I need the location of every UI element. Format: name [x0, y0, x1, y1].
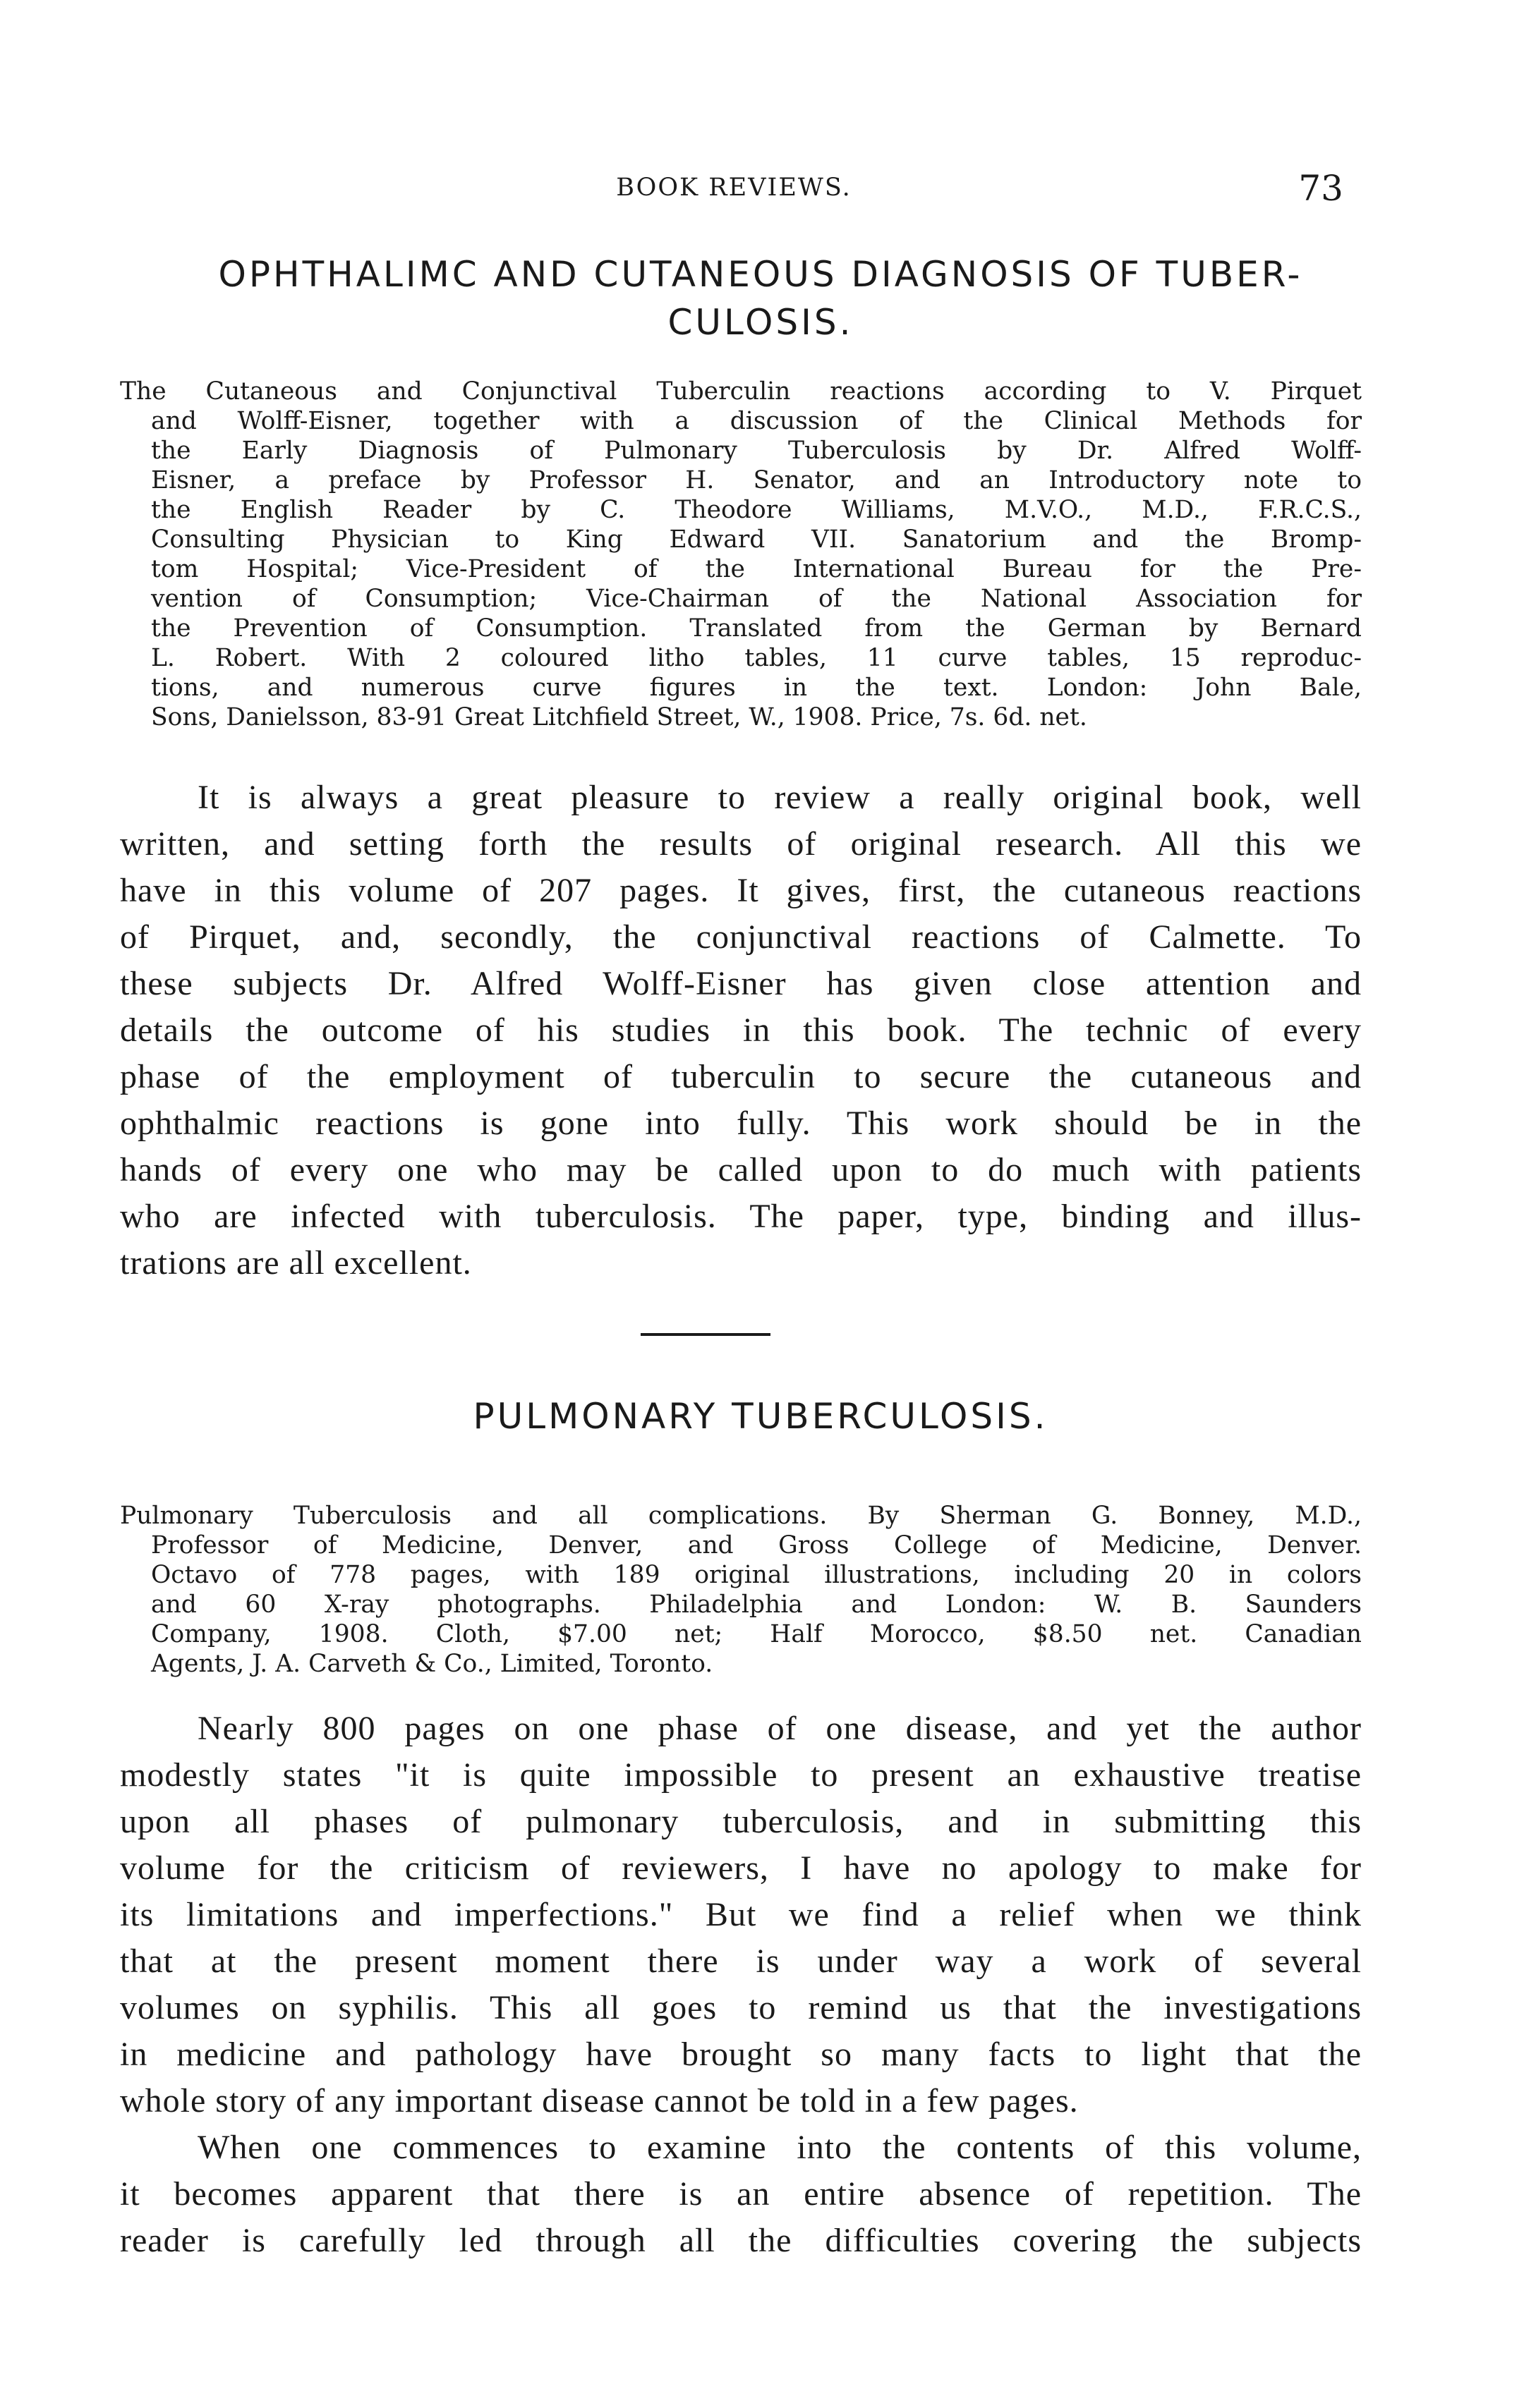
body-line: these subjects Dr. Alfred Wolff-Eisner has given close attention and: [120, 965, 1362, 1002]
body-line: When one commences to examine into the contents of this volume,: [198, 2129, 1362, 2166]
running-head: [0, 168, 1524, 210]
citation-line: the Early Diagnosis of Pulmonary Tuberculosis by Dr. Alfred Wolff-: [151, 437, 1362, 465]
citation-line: tom Hospital; Vice-President of the International Bureau for the Pre-: [151, 555, 1362, 583]
section-divider: [641, 1333, 770, 1336]
citation-line: Agents, J. A. Carveth & Co., Limited, Toronto.: [151, 1650, 713, 1678]
body-line: upon all phases of pulmonary tuberculosis, and in submitting this: [120, 1803, 1362, 1840]
body-line: of Pirquet, and, secondly, the conjunctival reactions of Calmette. To: [120, 918, 1362, 956]
citation-line: tions, and numerous curve figures in the text. London: John Bale,: [151, 674, 1362, 702]
body-line: trations are all excellent.: [120, 1244, 472, 1282]
review-body-pulmonary-p2: [120, 2124, 1362, 2264]
body-line: written, and setting forth the results of original research. All this we: [120, 825, 1362, 863]
body-line: Nearly 800 pages on one phase of one disease, and yet the author: [198, 1710, 1362, 1747]
body-line: in medicine and pathology have brought so many facts to light that the: [120, 2036, 1362, 2073]
citation-line: Octavo of 778 pages, with 189 original illustrations, including 20 in colors: [151, 1561, 1362, 1589]
body-line: phase of the employment of tuberculin to secure the cutaneous and: [120, 1058, 1362, 1095]
citation-line: Consulting Physician to King Edward VII. Sanatorium and the Bromp-: [151, 525, 1362, 554]
citation-line: and 60 X-ray photographs. Philadelphia and London: W. B. Saunders: [151, 1591, 1362, 1619]
citation-line: The Cutaneous and Conjunctival Tuberculin reactions according to V. Pirquet: [120, 377, 1362, 406]
body-line: details the outcome of his studies in this book. The technic of every: [120, 1011, 1362, 1049]
body-line: volumes on syphilis. This all goes to remind us that the investigations: [120, 1989, 1362, 2026]
title-line: PULMONARY TUBERCULOSIS.: [473, 1396, 1048, 1437]
review-title-pulmonary: [168, 1392, 1353, 1440]
running-title: BOOK REVIEWS.: [616, 174, 852, 202]
body-line: hands of every one who may be called upon to do much with patients: [120, 1151, 1362, 1188]
body-line: whole story of any important disease cannot be told in a few pages.: [120, 2082, 1079, 2120]
body-line: modestly states "it is quite impossible to present an exhaustive treatise: [120, 1756, 1362, 1794]
citation-pulmonary: [120, 1501, 1362, 1679]
body-line: It is always a great pleasure to review a really original book, well: [198, 779, 1362, 816]
body-line: reader is carefully led through all the difficulties covering the subjects: [120, 2222, 1362, 2259]
citation-line: Company, 1908. Cloth, $7.00 net; Half Morocco, $8.50 net. Canadian: [151, 1620, 1362, 1648]
body-line: have in this volume of 207 pages. It gives, first, the cutaneous reactions: [120, 872, 1362, 909]
review-body-ophthalmic: [120, 774, 1362, 1287]
citation-line: Eisner, a preface by Professor H. Senator, and an Introductory note to: [151, 466, 1362, 494]
citation-line: vention of Consumption; Vice-Chairman of the National Association for: [151, 585, 1362, 613]
page-number: 73: [1298, 168, 1343, 209]
citation-line: and Wolff-Eisner, together with a discussion of the Clinical Methods for: [151, 407, 1362, 435]
body-line: that at the present moment there is under way a work of several: [120, 1942, 1362, 1980]
body-line: ophthalmic reactions is gone into fully. This work should be in the: [120, 1105, 1362, 1142]
citation-line: Professor of Medicine, Denver, and Gross College of Medicine, Denver.: [151, 1531, 1362, 1559]
review-title-ophthalmic: [168, 250, 1353, 346]
citation-line: Sons, Danielsson, 83-91 Great Litchfield Street, W., 1908. Price, 7s. 6d. net.: [151, 703, 1087, 731]
body-line: it becomes apparent that there is an entire absence of repetition. The: [120, 2175, 1362, 2213]
citation-ophthalmic: [120, 377, 1362, 732]
body-line: who are infected with tuberculosis. The paper, type, binding and illus-: [120, 1198, 1362, 1235]
citation-line: the English Reader by C. Theodore Williams, M.V.O., M.D., F.R.C.S.,: [151, 496, 1362, 524]
body-line: its limitations and imperfections." But we find a relief when we think: [120, 1896, 1362, 1933]
title-line: OPHTHALIMC AND CUTANEOUS DIAGNOSIS OF TUBER-: [218, 254, 1303, 295]
body-line: volume for the criticism of reviewers, I have no apology to make for: [120, 1849, 1362, 1887]
citation-line: L. Robert. With 2 coloured litho tables, 11 curve tables, 15 reproduc-: [151, 644, 1362, 672]
citation-line: Pulmonary Tuberculosis and all complications. By Sherman G. Bonney, M.D.,: [120, 1502, 1362, 1530]
title-line: CULOSIS.: [667, 302, 854, 343]
review-body-pulmonary-p1: [120, 1705, 1362, 2124]
citation-line: the Prevention of Consumption. Translated from the German by Bernard: [151, 614, 1362, 643]
